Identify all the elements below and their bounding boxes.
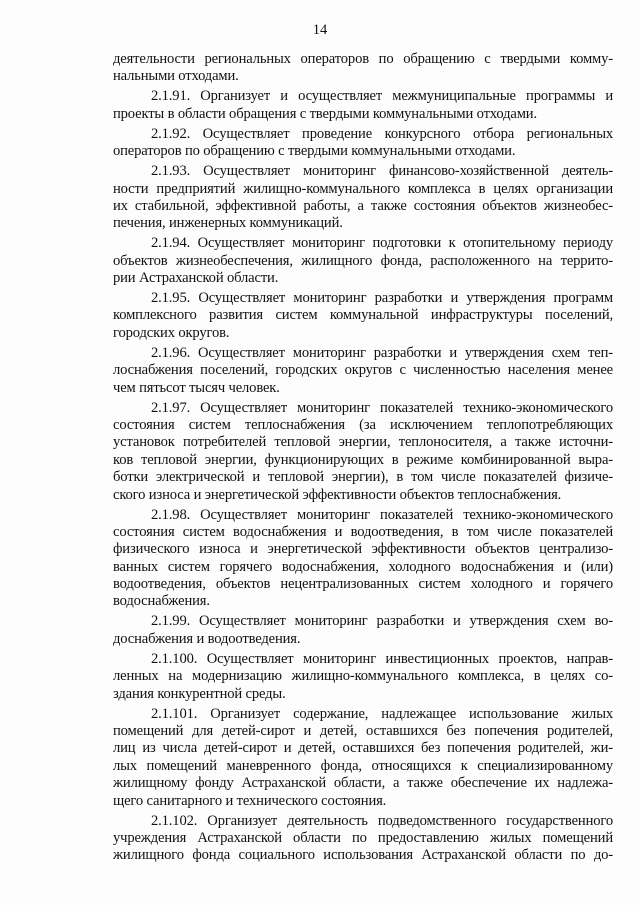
text-line: 2.1.91. Организует и осуществляет межмуниципальные программы и [151,88,613,105]
text-line: 2.1.98. Осуществляет мониторинг показателей технико-экономического [151,506,613,523]
paragraph-2-1-102 [113,813,613,865]
text-line: жилищному фонду Астраханской области, а также обеспечение их надлежа- [113,775,613,792]
text-line: 2.1.94. Осуществляет мониторинг подготовки к отопительному периоду [151,235,613,252]
document-body [113,51,613,865]
text-line: здания конкурентной среды. [113,685,286,702]
text-line: печения, инженерных коммуникаций. [113,215,343,232]
paragraph-2-1-100 [113,651,613,703]
text-line: 2.1.101. Организует содержание, надлежащее использование жилых [151,705,613,722]
text-line: учреждения Астраханской области по предоставлению жилых помещений [113,829,613,846]
text-line: рии Астраханской области. [113,270,279,287]
text-line: комплексного развития систем коммунальной инфраструктуры поселений, [113,307,613,324]
text-line: 2.1.99. Осуществляет мониторинг разработки и утверждения схем во- [151,613,613,630]
text-line: ботки электрической и тепловой энергии), в том числе показателей физиче- [113,469,613,486]
text-line: нальными отходами. [113,68,239,85]
text-line: ков тепловой энергии, функционирующих в режиме комбинированной выра- [113,451,613,468]
text-line: доснабжения и водоотведения. [113,630,301,647]
text-line: лиц из числа детей-сирот и детей, оставшихся без попечения родителей, жи- [113,740,613,757]
text-line: ского износа и энергетической эффективности объектов теплоснабжения. [113,486,562,503]
text-line: лоснабжения поселений, городских округов с численностью населения менее [113,362,613,379]
text-line: ленных на модернизацию жилищно-коммунального комплекса, в целях со- [113,668,613,685]
text-line: городских округов. [113,324,230,341]
text-line: их стабильной, эффективной работы, а также состояния объектов жизнеобес- [113,197,613,214]
paragraph-2-1-96 [113,345,613,397]
text-line: ности предприятий жилищно-коммунального комплекса в целях организации [113,180,613,197]
paragraph-continuation [113,51,613,86]
paragraph-2-1-101 [113,706,613,810]
text-line: ванных систем горячего водоснабжения, холодного водоснабжения и (или) [113,558,613,575]
text-line: физического износа и энергетической эффективности объектов централизо- [113,541,613,558]
page-number: 14 [312,22,328,38]
text-line: проекты в области обращения с твердыми коммунальными отходами. [113,105,537,122]
paragraph-2-1-91 [113,88,613,123]
text-line: 2.1.100. Осуществляет мониторинг инвестиционных проектов, направ- [151,650,613,667]
text-line: 2.1.97. Осуществляет мониторинг показателей технико-экономического [151,399,613,416]
text-line: состояния систем теплоснабжения (за исключением теплопотребляющих [113,416,613,433]
paragraph-2-1-93 [113,163,613,233]
paragraph-2-1-95 [113,290,613,342]
paragraph-2-1-99 [113,613,613,648]
text-line: установок потребителей тепловой энергии, теплоносителя, а также источни- [113,434,613,451]
text-line: 2.1.102. Организует деятельность подведомственного государственного [151,812,613,829]
text-line: объектов жизнеобеспечения, жилищного фонда, расположенного на террито- [113,252,613,269]
paragraph-2-1-97 [113,400,613,504]
paragraph-2-1-92 [113,126,613,161]
text-line: лых помещений маневренного фонда, относящихся к специализированному [113,757,613,774]
text-line: водоотведения, объектов нецентрализованных систем холодного и горячего [113,576,613,593]
text-line: помещений для детей-сирот и детей, оставшихся без попечения родителей, [113,722,613,739]
text-line: 2.1.92. Осуществляет проведение конкурсного отбора региональных [151,125,613,142]
text-line: водоснабжения. [113,593,210,610]
text-line: чем пятьсот тысяч человек. [113,379,280,396]
text-line: жилищного фонда социального использования Астраханской области по до- [113,847,613,864]
paragraph-2-1-94 [113,235,613,287]
text-line: 2.1.95. Осуществляет мониторинг разработки и утверждения программ [151,290,613,307]
paragraph-2-1-98 [113,507,613,611]
text-line: операторов по обращению с твердыми коммунальными отходами. [113,143,516,160]
text-line: деятельности региональных операторов по обращению с твердыми комму- [113,51,613,67]
text-line: 2.1.96. Осуществляет мониторинг разработки и утверждения схем теп- [151,344,613,361]
text-line: состояния систем водоснабжения и водоотведения, в том числе показателей [113,523,613,540]
text-line: 2.1.93. Осуществляет мониторинг финансово-хозяйственной деятель- [151,163,613,180]
text-line: щего санитарного и технического состояния. [113,792,387,809]
